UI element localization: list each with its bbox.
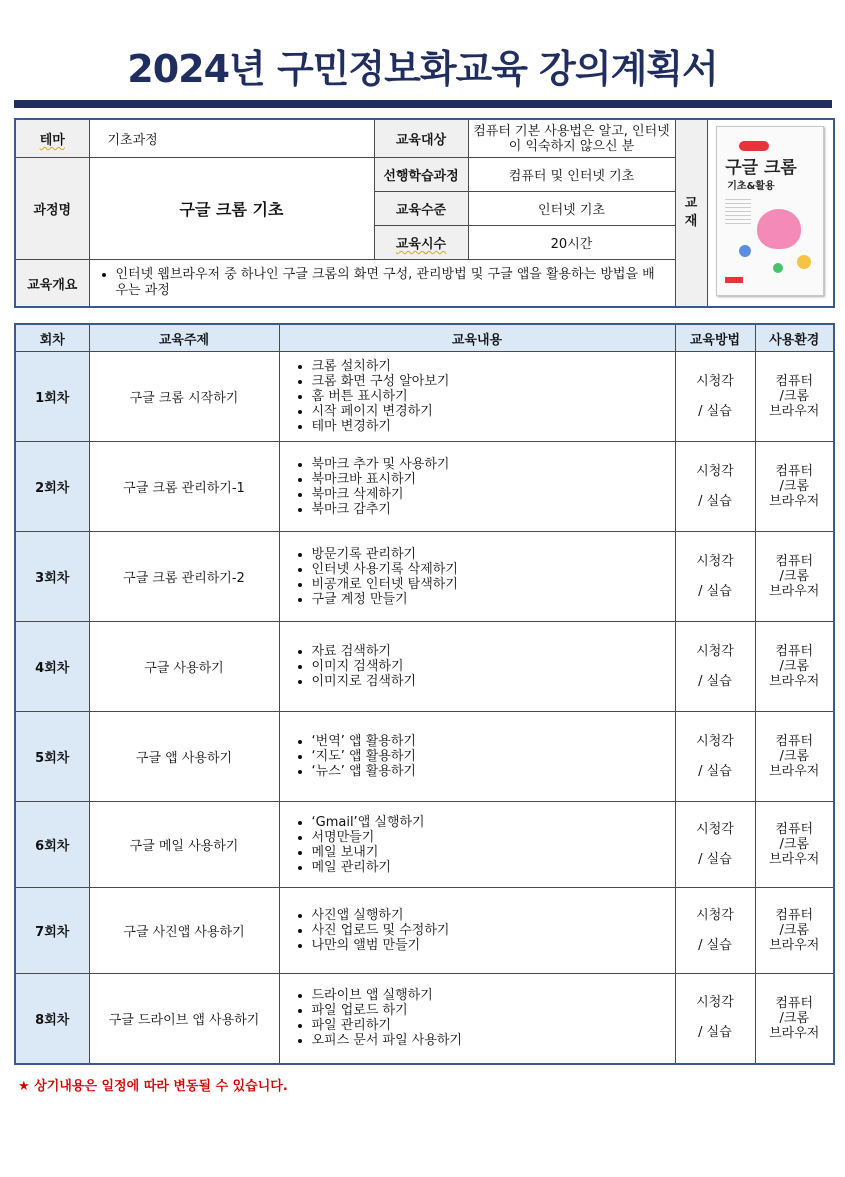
session-topic: 구글 메일 사용하기 <box>89 802 279 888</box>
book-decoration-dot <box>739 245 751 257</box>
session-topic: 구글 크롬 관리하기-2 <box>89 532 279 622</box>
list-item: • ‘지도’ 앱 활용하기 <box>312 749 669 764</box>
session-topic: 구글 드라이브 앱 사용하기 <box>89 974 279 1064</box>
session-content <box>279 974 675 1064</box>
list-item: • 사진앱 실행하기 <box>312 908 669 923</box>
session-content <box>279 888 675 974</box>
overview-value: • 인터넷 웹브라우저 중 하나인 구글 크롬의 화면 구성, 관리방법 및 구글 앱을 활용하는 방법을 배우는 과정 <box>89 260 675 308</box>
table-row <box>15 888 834 974</box>
session-environment: 컴퓨터 /크롬 브라우저 <box>755 622 834 712</box>
list-item: • 메일 보내기 <box>312 845 669 860</box>
hours-value: 20시간 <box>468 226 675 260</box>
list-item: • 크롬 화면 구성 알아보기 <box>312 374 669 389</box>
session-topic: 구글 사용하기 <box>89 622 279 712</box>
session-method: 시청각 / 실습 <box>675 532 755 622</box>
list-item: • 서명만들기 <box>312 830 669 845</box>
list-item: • 시작 페이지 변경하기 <box>312 404 669 419</box>
book-decoration-dot <box>773 263 783 273</box>
prereq-label: 선행학습과정 <box>374 158 468 192</box>
session-number: 4회차 <box>15 622 89 712</box>
table-row <box>15 712 834 802</box>
book-mascot-illustration <box>757 209 801 249</box>
schedule-table <box>14 323 835 1065</box>
list-item: • 홈 버튼 표시하기 <box>312 389 669 404</box>
overview-label: 교육개요 <box>15 260 89 308</box>
course-info-table <box>14 118 835 308</box>
session-number: 7회차 <box>15 888 89 974</box>
session-environment: 컴퓨터 /크롬 브라우저 <box>755 974 834 1064</box>
textbook-cover-cell <box>707 119 834 307</box>
theme-label: 테마 <box>15 119 89 158</box>
session-content <box>279 532 675 622</box>
session-content <box>279 622 675 712</box>
session-number: 3회차 <box>15 532 89 622</box>
session-method: 시청각 / 실습 <box>675 442 755 532</box>
target-value: 컴퓨터 기본 사용법은 알고, 인터넷이 익숙하지 않으신 분 <box>468 119 675 158</box>
session-number: 6회차 <box>15 802 89 888</box>
list-item: • ‘번역’ 앱 활용하기 <box>312 734 669 749</box>
title-underline-bar <box>14 100 832 108</box>
list-item: • 북마크 삭제하기 <box>312 487 669 502</box>
list-item: • ‘뉴스’ 앱 활용하기 <box>312 764 669 779</box>
list-item: • 인터넷 사용기록 삭제하기 <box>312 562 669 577</box>
book-title: 구글 크롬 <box>725 158 797 178</box>
level-value: 인터넷 기초 <box>468 192 675 226</box>
session-method: 시청각 / 실습 <box>675 352 755 442</box>
book-publisher-logo <box>725 277 743 283</box>
course-name-label: 과정명 <box>15 158 89 260</box>
table-row <box>15 802 834 888</box>
list-item: • 북마크 추가 및 사용하기 <box>312 457 669 472</box>
header-method: 교육방법 <box>675 324 755 352</box>
course-name-value: 구글 크롬 기초 <box>89 158 374 260</box>
session-environment: 컴퓨터 /크롬 브라우저 <box>755 532 834 622</box>
session-method: 시청각 / 실습 <box>675 802 755 888</box>
list-item: • 크롬 설치하기 <box>312 359 669 374</box>
session-method: 시청각 / 실습 <box>675 888 755 974</box>
session-content <box>279 442 675 532</box>
session-method: 시청각 / 실습 <box>675 622 755 712</box>
book-decoration-dot <box>797 255 811 269</box>
session-number: 2회차 <box>15 442 89 532</box>
schedule-header-row <box>15 324 834 352</box>
page-title: 2024년 구민정보화교육 강의계획서 <box>127 47 718 91</box>
list-item: • 드라이브 앱 실행하기 <box>312 988 669 1003</box>
footnote-notice: ★ 상기내용은 일정에 따라 변동될 수 있습니다. <box>18 1079 288 1094</box>
list-item: • 사진 업로드 및 수정하기 <box>312 923 669 938</box>
textbook-cover-image <box>716 126 824 296</box>
list-item: • 메일 관리하기 <box>312 860 669 875</box>
book-subtitle: 기초&활용 <box>727 181 775 192</box>
list-item: • 나만의 앨범 만들기 <box>312 938 669 953</box>
book-text-lines <box>725 199 751 227</box>
list-item: • 구글 계정 만들기 <box>312 592 669 607</box>
list-item: • 방문기록 관리하기 <box>312 547 669 562</box>
session-content <box>279 712 675 802</box>
header-environment: 사용환경 <box>755 324 834 352</box>
list-item: • 이미지 검색하기 <box>312 659 669 674</box>
list-item: • 자료 검색하기 <box>312 644 669 659</box>
table-row <box>15 442 834 532</box>
table-row <box>15 974 834 1064</box>
session-content <box>279 352 675 442</box>
table-row <box>15 532 834 622</box>
table-row <box>15 622 834 712</box>
session-topic: 구글 앱 사용하기 <box>89 712 279 802</box>
session-environment: 컴퓨터 /크롬 브라우저 <box>755 888 834 974</box>
book-badge <box>739 141 769 151</box>
list-item: • 테마 변경하기 <box>312 419 669 434</box>
session-number: 5회차 <box>15 712 89 802</box>
list-item: • ‘Gmail’앱 실행하기 <box>312 815 669 830</box>
header-content: 교육내용 <box>279 324 675 352</box>
theme-value: 기초과정 <box>89 119 374 158</box>
level-label: 교육수준 <box>374 192 468 226</box>
session-content <box>279 802 675 888</box>
session-topic: 구글 크롬 시작하기 <box>89 352 279 442</box>
header-topic: 교육주제 <box>89 324 279 352</box>
session-number: 1회차 <box>15 352 89 442</box>
list-item: • 오피스 문서 파일 사용하기 <box>312 1033 669 1048</box>
list-item: • 북마크 감추기 <box>312 502 669 517</box>
session-topic: 구글 크롬 관리하기-1 <box>89 442 279 532</box>
session-environment: 컴퓨터 /크롬 브라우저 <box>755 442 834 532</box>
textbook-label: 교 재 <box>675 119 707 307</box>
table-row <box>15 352 834 442</box>
session-environment: 컴퓨터 /크롬 브라우저 <box>755 352 834 442</box>
session-environment: 컴퓨터 /크롬 브라우저 <box>755 712 834 802</box>
list-item: • 파일 업로드 하기 <box>312 1003 669 1018</box>
list-item: • 파일 관리하기 <box>312 1018 669 1033</box>
prereq-value: 컴퓨터 및 인터넷 기초 <box>468 158 675 192</box>
session-method: 시청각 / 실습 <box>675 712 755 802</box>
hours-label: 교육시수 <box>374 226 468 260</box>
session-topic: 구글 사진앱 사용하기 <box>89 888 279 974</box>
list-item: • 북마크바 표시하기 <box>312 472 669 487</box>
session-number: 8회차 <box>15 974 89 1064</box>
target-label: 교육대상 <box>374 119 468 158</box>
session-environment: 컴퓨터 /크롬 브라우저 <box>755 802 834 888</box>
list-item: • 비공개로 인터넷 탐색하기 <box>312 577 669 592</box>
header-session: 회차 <box>15 324 89 352</box>
session-method: 시청각 / 실습 <box>675 974 755 1064</box>
list-item: • 이미지로 검색하기 <box>312 674 669 689</box>
